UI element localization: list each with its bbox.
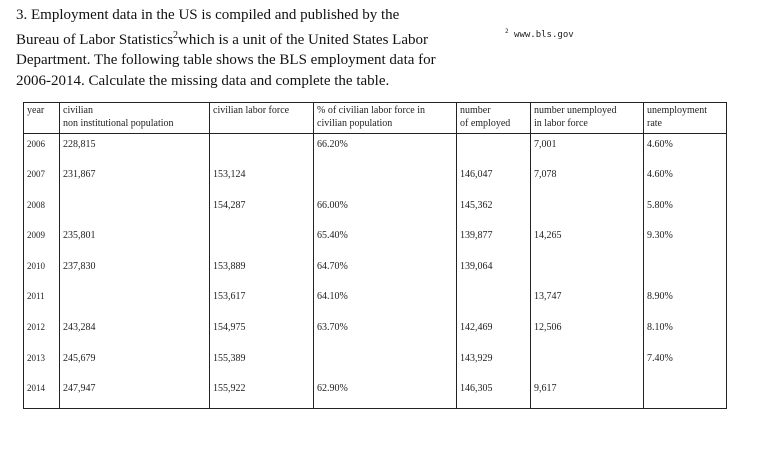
table-cell <box>644 378 727 409</box>
table-cell: 153,124 <box>210 164 314 195</box>
table-cell: 4.60% <box>644 164 727 195</box>
year-cell: 2006 <box>24 134 60 165</box>
table-cell: 14,265 <box>531 225 644 256</box>
table-row <box>24 225 727 256</box>
table-cell: 12,506 <box>531 317 644 348</box>
table-cell: 247,947 <box>60 378 210 409</box>
table-cell: 243,284 <box>60 317 210 348</box>
table-cell: 62.90% <box>314 378 457 409</box>
column-header: civilian non institutional population <box>60 103 210 134</box>
table-cell <box>457 286 531 317</box>
table-cell: 8.10% <box>644 317 727 348</box>
problem-line-4: 2006-2014. Calculate the missing data and complete the table. <box>16 72 390 89</box>
footnote-url: www.bls.gov <box>514 30 574 40</box>
table-cell: 139,877 <box>457 225 531 256</box>
year-cell: 2011 <box>24 286 60 317</box>
table-row <box>24 195 727 226</box>
table-cell: 63.70% <box>314 317 457 348</box>
table-cell <box>531 195 644 226</box>
table-cell: 9.30% <box>644 225 727 256</box>
table-cell <box>644 256 727 287</box>
table-cell: 64.70% <box>314 256 457 287</box>
column-header: number of employed <box>457 103 531 134</box>
table-cell: 13,747 <box>531 286 644 317</box>
table-cell <box>60 195 210 226</box>
column-header: year <box>24 103 60 134</box>
table-cell: 7,001 <box>531 134 644 165</box>
table-cell: 228,815 <box>60 134 210 165</box>
year-cell: 2014 <box>24 378 60 409</box>
table-row <box>24 317 727 348</box>
year-cell: 2009 <box>24 225 60 256</box>
column-header: number unemployed in labor force <box>531 103 644 134</box>
table-cell: 245,679 <box>60 348 210 379</box>
footnote-marker: 2 <box>173 29 179 41</box>
table-cell: 8.90% <box>644 286 727 317</box>
year-cell: 2008 <box>24 195 60 226</box>
table-cell: 66.00% <box>314 195 457 226</box>
problem-statement <box>16 5 486 91</box>
table-row <box>24 164 727 195</box>
problem-line-2: Bureau of Labor Statistics$^2$which is a unit of the United States Labor <box>16 29 428 48</box>
table-cell: 66.20% <box>314 134 457 165</box>
column-header: % of civilian labor force in civilian population <box>314 103 457 134</box>
table-row <box>24 256 727 287</box>
table-cell: 153,617 <box>210 286 314 317</box>
employment-table <box>23 102 727 409</box>
table-cell: 154,975 <box>210 317 314 348</box>
table-cell: 5.80% <box>644 195 727 226</box>
table-cell: 142,469 <box>457 317 531 348</box>
table-cell: 7,078 <box>531 164 644 195</box>
header-row <box>24 103 727 134</box>
table-row <box>24 378 727 409</box>
table-cell <box>457 134 531 165</box>
table-cell: 235,801 <box>60 225 210 256</box>
table-cell: 9,617 <box>531 378 644 409</box>
table-cell <box>210 134 314 165</box>
table-cell: 65.40% <box>314 225 457 256</box>
table-cell: 153,889 <box>210 256 314 287</box>
table-cell: 231,867 <box>60 164 210 195</box>
table-cell: 146,047 <box>457 164 531 195</box>
year-cell: 2012 <box>24 317 60 348</box>
table-cell: 154,287 <box>210 195 314 226</box>
problem-line-1: 3. Employment data in the US is compiled and published by the <box>16 7 400 23</box>
table-cell: 146,305 <box>457 378 531 409</box>
table-row <box>24 286 727 317</box>
table-cell: 64.10% <box>314 286 457 317</box>
table-cell: 4.60% <box>644 134 727 165</box>
table-body <box>24 134 727 409</box>
problem-line-3: Department. The following table shows the BLS employment data for <box>16 52 436 68</box>
table-cell: 139,064 <box>457 256 531 287</box>
table-row <box>24 348 727 379</box>
table-cell <box>210 225 314 256</box>
table-cell <box>531 348 644 379</box>
table-cell: 143,929 <box>457 348 531 379</box>
table-row <box>24 134 727 165</box>
table-cell <box>314 348 457 379</box>
year-cell: 2010 <box>24 256 60 287</box>
table-cell <box>314 164 457 195</box>
year-cell: 2007 <box>24 164 60 195</box>
column-header: unemployment rate <box>644 103 727 134</box>
table-cell: 145,362 <box>457 195 531 226</box>
table-cell <box>531 256 644 287</box>
year-cell: 2013 <box>24 348 60 379</box>
table-cell: 155,389 <box>210 348 314 379</box>
table-cell: 7.40% <box>644 348 727 379</box>
table-cell: 155,922 <box>210 378 314 409</box>
footnote: $^2$ www.bls.gov <box>505 28 574 40</box>
problem-number: 3. <box>16 7 28 23</box>
column-header: civilian labor force <box>210 103 314 134</box>
table-cell <box>60 286 210 317</box>
table-cell: 237,830 <box>60 256 210 287</box>
